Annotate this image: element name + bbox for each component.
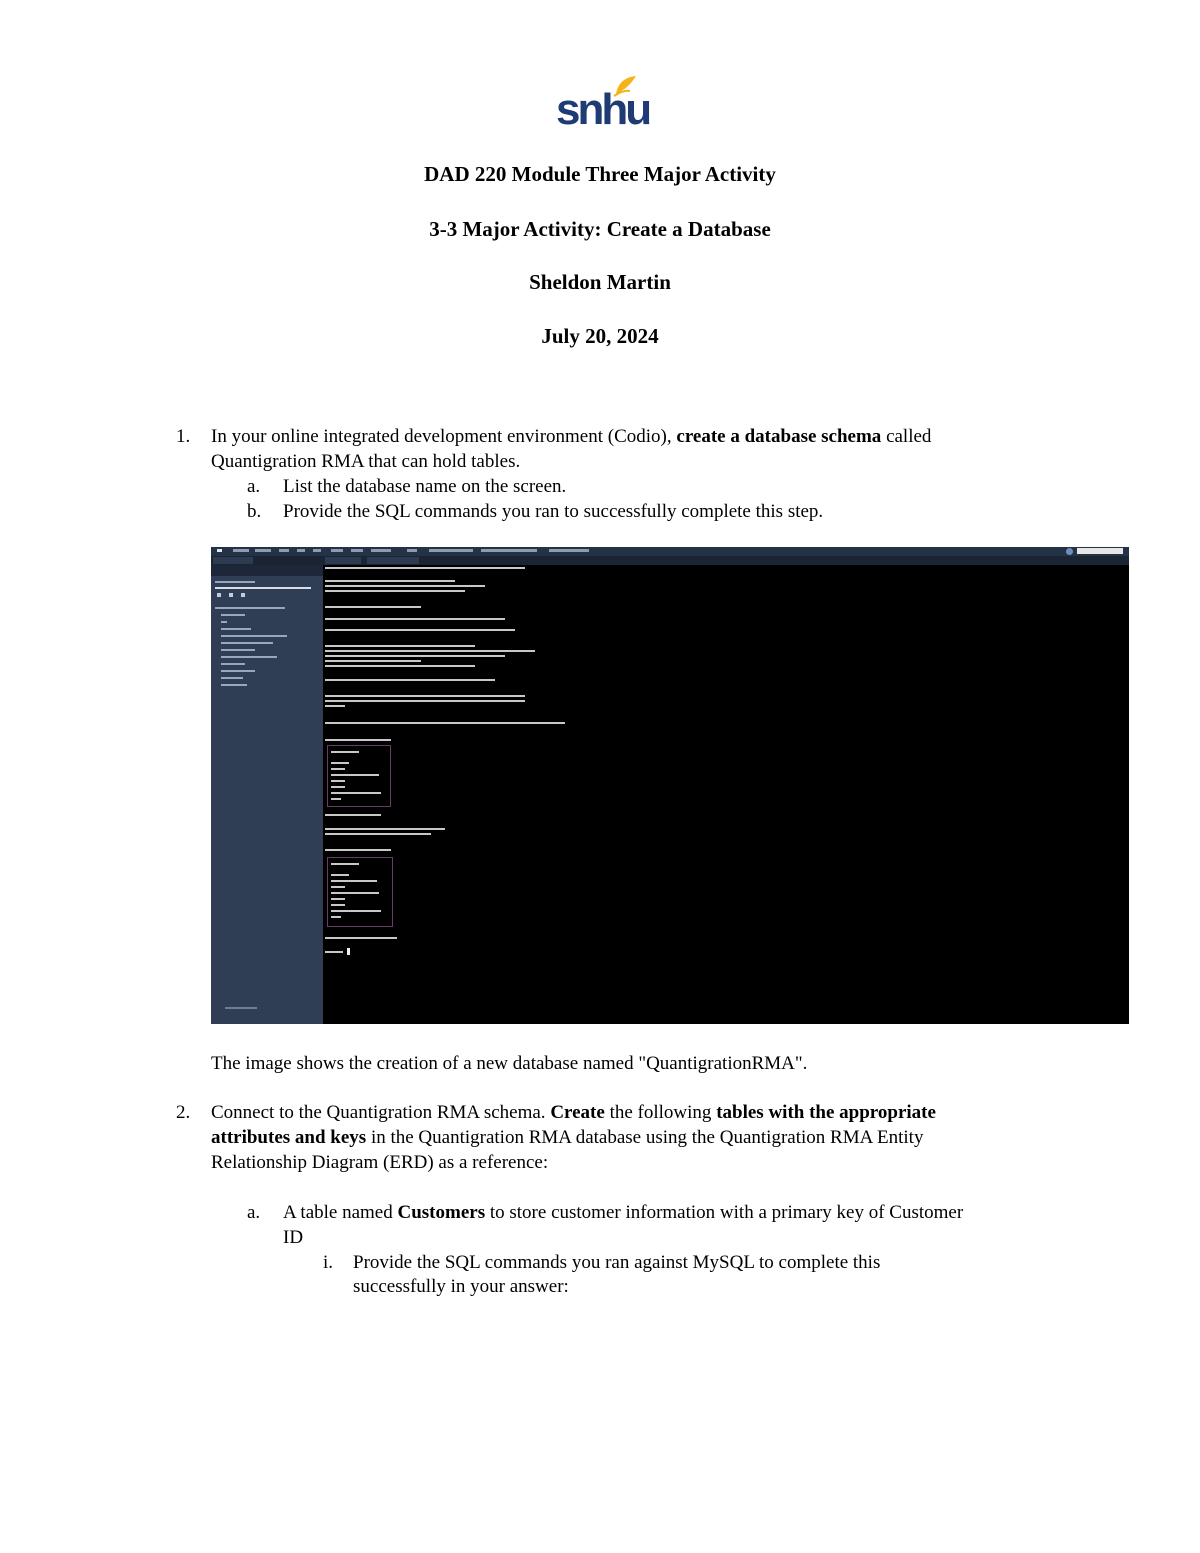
terminal-pane <box>323 565 1129 1024</box>
activity-title: 3-3 Major Activity: Create a Database <box>429 217 771 241</box>
q1-text-a: In your online integrated development environment (Codio), <box>211 426 677 447</box>
q1-text-c: called <box>881 426 932 447</box>
q2a-text-customers: Customers <box>397 1202 486 1223</box>
q2a-line-1 <box>283 1200 963 1225</box>
q2a-text-a: A table named <box>283 1202 398 1223</box>
q2ai-line-1: Provide the SQL commands you ran against MySQL to complete this <box>353 1252 881 1273</box>
q1a-text: List the database name on the screen. <box>283 476 567 497</box>
snhu-logo <box>556 74 650 134</box>
q1-line-1 <box>211 424 931 449</box>
course-title: DAD 220 Module Three Major Activity <box>424 162 776 186</box>
q2a-text-c: to store customer information with a primary key of Customer <box>485 1202 964 1223</box>
q2-line-3: Relationship Diagram (ERD) as a reference: <box>211 1152 549 1173</box>
ide-tab-bar <box>211 556 1129 565</box>
q2-text-c: the following <box>604 1102 717 1123</box>
q1-text-bold: create a database schema <box>676 426 882 447</box>
q1a-number: a. <box>247 476 261 497</box>
q2ai-number: i. <box>323 1252 334 1273</box>
logo-text: snhu <box>556 85 650 134</box>
q2-text-l2: in the Quantigration RMA database using the Quantigration RMA Entity <box>366 1127 924 1148</box>
q2-number: 2. <box>176 1102 191 1123</box>
q2a-number: a. <box>247 1202 261 1223</box>
codio-terminal-screenshot <box>211 547 1129 1024</box>
q2-line-1 <box>211 1100 936 1125</box>
q2-text-tables: tables with the appropriate <box>716 1102 936 1123</box>
screenshot-caption: The image shows the creation of a new database named "QuantigrationRMA". <box>211 1053 808 1074</box>
q2ai-line-2: successfully in your answer: <box>353 1276 569 1297</box>
q1b-number: b. <box>247 501 262 522</box>
terminal-cursor <box>347 948 350 955</box>
document-date: July 20, 2024 <box>541 324 659 348</box>
author-name: Sheldon Martin <box>529 270 671 294</box>
file-tree-sidebar <box>211 565 323 1024</box>
ide-menu-bar <box>211 547 1129 556</box>
q2-text-attributes: attributes and keys <box>211 1127 367 1148</box>
q1b-text: Provide the SQL commands you ran to successfully complete this step. <box>283 501 824 522</box>
q1-line-2: Quantigration RMA that can hold tables. <box>211 451 521 472</box>
q2-line-2 <box>211 1125 923 1150</box>
user-name-badge <box>1077 548 1123 554</box>
q2-text-create: Create <box>550 1102 605 1123</box>
user-avatar <box>1066 548 1073 555</box>
q1-number: 1. <box>176 426 191 447</box>
q2-text-a: Connect to the Quantigration RMA schema. <box>211 1102 551 1123</box>
q2a-line-2: ID <box>283 1227 304 1248</box>
